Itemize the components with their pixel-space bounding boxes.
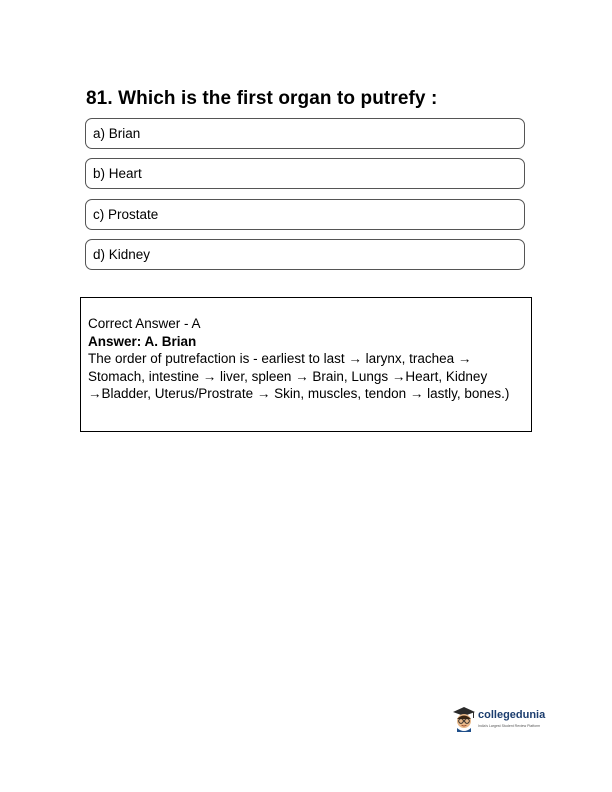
collegedunia-logo (452, 706, 557, 736)
option-c[interactable]: c) Prostate (85, 199, 525, 230)
option-a[interactable]: a) Brian (85, 118, 525, 149)
graduate-mascot-icon (452, 706, 476, 732)
answer-line: Answer: A. Brian (88, 333, 197, 349)
question-title: 81. Which is the first organ to putrefy : (86, 88, 438, 109)
option-b[interactable]: b) Heart (85, 158, 525, 189)
logo-tagline: India's Largest Student Review Platform (478, 724, 541, 728)
correct-answer-line: Correct Answer - A (88, 316, 201, 331)
answer-box (80, 297, 532, 432)
logo-name: collegedunia (478, 709, 546, 721)
option-d[interactable]: d) Kidney (85, 239, 525, 270)
explanation-text: The order of putrefaction is - earliest to last → larynx, trachea → Stomach, intestine → liver, spleen → Brain, Lungs →Heart, Kidney →Bladder, Uterus/Prostrate → Skin, muscles, tendon → lastly, bones.) (88, 351, 510, 401)
